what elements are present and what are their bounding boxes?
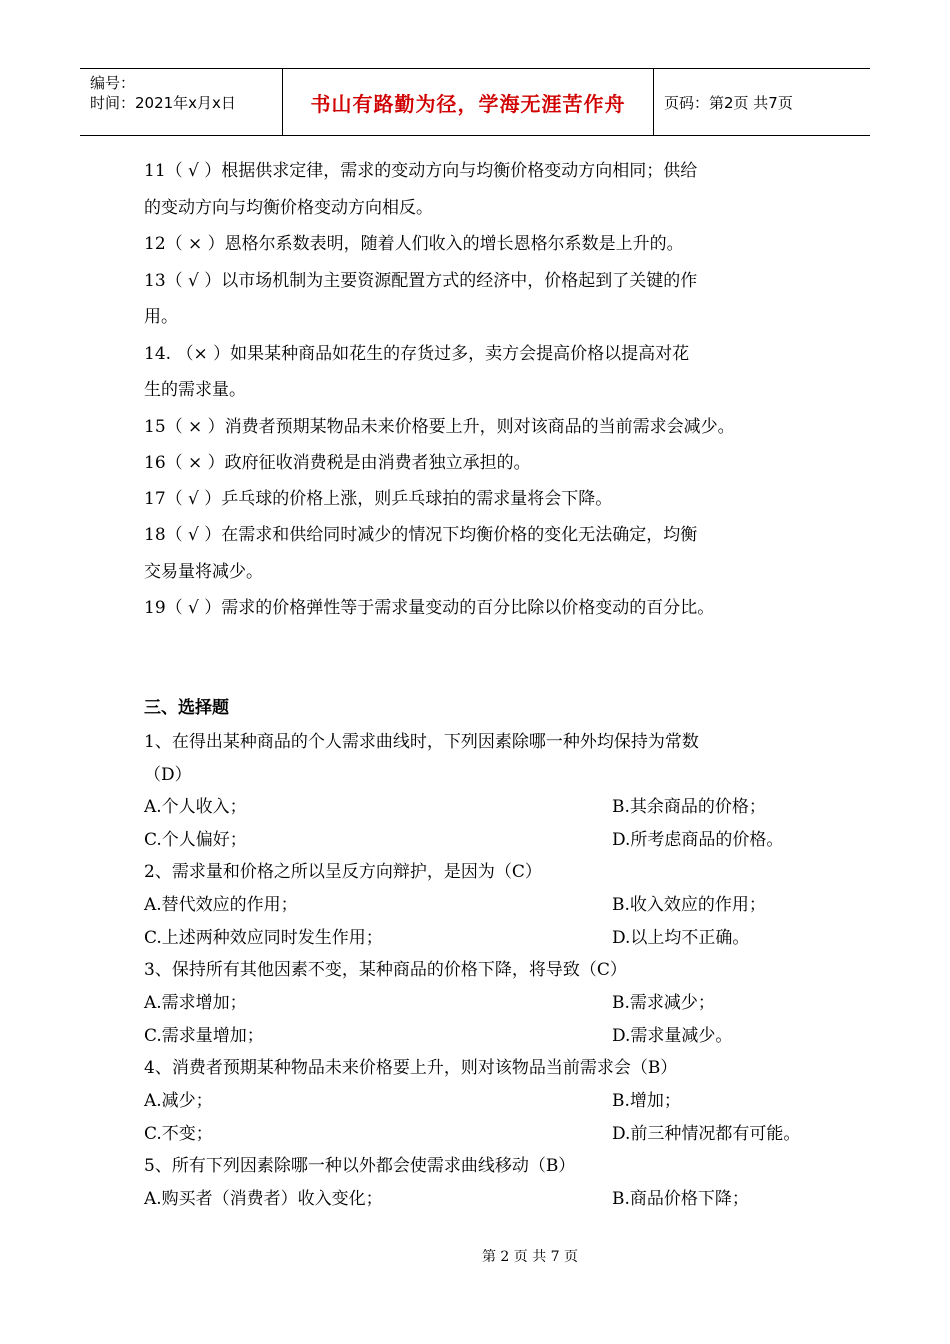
choice-3-option-d: D.需求量减少。 xyxy=(612,1026,733,1046)
choice-3-question: 3、保持所有其他因素不变，某种商品的价格下降，将导致（C） xyxy=(144,960,627,980)
judgment-14-line2: 生的需求量。 xyxy=(144,380,246,400)
judgment-13-line1: 13（ √ ）以市场机制为主要资源配置方式的经济中，价格起到了关键的作 xyxy=(144,271,698,291)
judgment-12: 12（ × ）恩格尔系数表明，随着人们收入的增长恩格尔系数是上升的。 xyxy=(144,234,684,254)
judgment-16: 16（ × ）政府征收消费税是由消费者独立承担的。 xyxy=(144,453,531,473)
header-page-label: 页码：第2页 共7页 xyxy=(664,93,793,112)
choice-2-option-d: D.以上均不正确。 xyxy=(612,928,750,948)
choice-1-option-a: A.个人收入； xyxy=(144,797,247,817)
choice-4-option-d: D.前三种情况都有可能。 xyxy=(612,1124,801,1144)
choice-4-option-b: B.增加； xyxy=(612,1091,681,1111)
judgment-11-line2: 的变动方向与均衡价格变动方向相反。 xyxy=(144,198,433,218)
choice-4-option-c: C.不变； xyxy=(144,1124,213,1144)
choice-1-option-d: D.所考虑商品的价格。 xyxy=(612,830,784,850)
choice-3-option-a: A.需求增加； xyxy=(144,993,247,1013)
choice-5-option-b: B.商品价格下降； xyxy=(612,1189,749,1209)
judgment-19: 19（ √ ）需求的价格弹性等于需求量变动的百分比除以价格变动的百分比。 xyxy=(144,598,715,618)
choice-1-question: 1、在得出某种商品的个人需求曲线时，下列因素除哪一种外均保持为常数 xyxy=(144,732,699,752)
number-label: 编号： xyxy=(90,74,136,92)
judgment-13-line2: 用。 xyxy=(144,307,178,327)
choice-3-option-b: B.需求减少； xyxy=(612,993,715,1013)
choice-2-question: 2、需求量和价格之所以呈反方向辩护，是因为（C） xyxy=(144,862,542,882)
choice-1-option-b: B.其余商品的价格； xyxy=(612,797,766,817)
header-meta xyxy=(80,69,282,135)
choice-3-option-c: C.需求量增加； xyxy=(144,1026,264,1046)
judgment-15: 15（ × ）消费者预期某物品未来价格要上升，则对该商品的当前需求会减少。 xyxy=(144,417,735,437)
choice-4-question: 4、消费者预期某种物品未来价格要上升，则对该物品当前需求会（B） xyxy=(144,1058,678,1078)
choice-4-option-a: A.减少； xyxy=(144,1091,213,1111)
header-motto: 书山有路勤为径，学海无涯苦作舟 xyxy=(282,69,654,135)
judgment-18-line1: 18（ √ ）在需求和供给同时减少的情况下均衡价格的变化无法确定，均衡 xyxy=(144,525,698,545)
page-header xyxy=(80,68,870,136)
footer-page-number: 第 2 页 共 7 页 xyxy=(481,1249,579,1265)
judgment-17: 17（ √ ）乒乓球的价格上涨，则乒乓球拍的需求量将会下降。 xyxy=(144,489,613,509)
choice-5-option-a: A.购买者（消费者）收入变化； xyxy=(144,1189,383,1209)
page-footer xyxy=(0,1246,950,1266)
choice-1-answer: （D） xyxy=(144,765,192,785)
section-title: 三、选择题 xyxy=(144,698,229,718)
date-label: 时间：2021年x月x日 xyxy=(90,94,236,112)
choice-2-option-b: B.收入效应的作用； xyxy=(612,895,766,915)
choice-1-option-c: C.个人偏好； xyxy=(144,830,247,850)
choice-5-question: 5、所有下列因素除哪一种以外都会使需求曲线移动（B） xyxy=(144,1156,576,1176)
judgment-18-line2: 交易量将减少。 xyxy=(144,562,263,582)
choice-2-option-c: C.上述两种效应同时发生作用； xyxy=(144,928,383,948)
judgment-14-line1: 14. （× ）如果某种商品如花生的存货过多，卖方会提高价格以提高对花 xyxy=(144,344,690,364)
choice-2-option-a: A.替代效应的作用； xyxy=(144,895,298,915)
judgment-11-line1: 11（ √ ）根据供求定律，需求的变动方向与均衡价格变动方向相同；供给 xyxy=(144,161,698,181)
